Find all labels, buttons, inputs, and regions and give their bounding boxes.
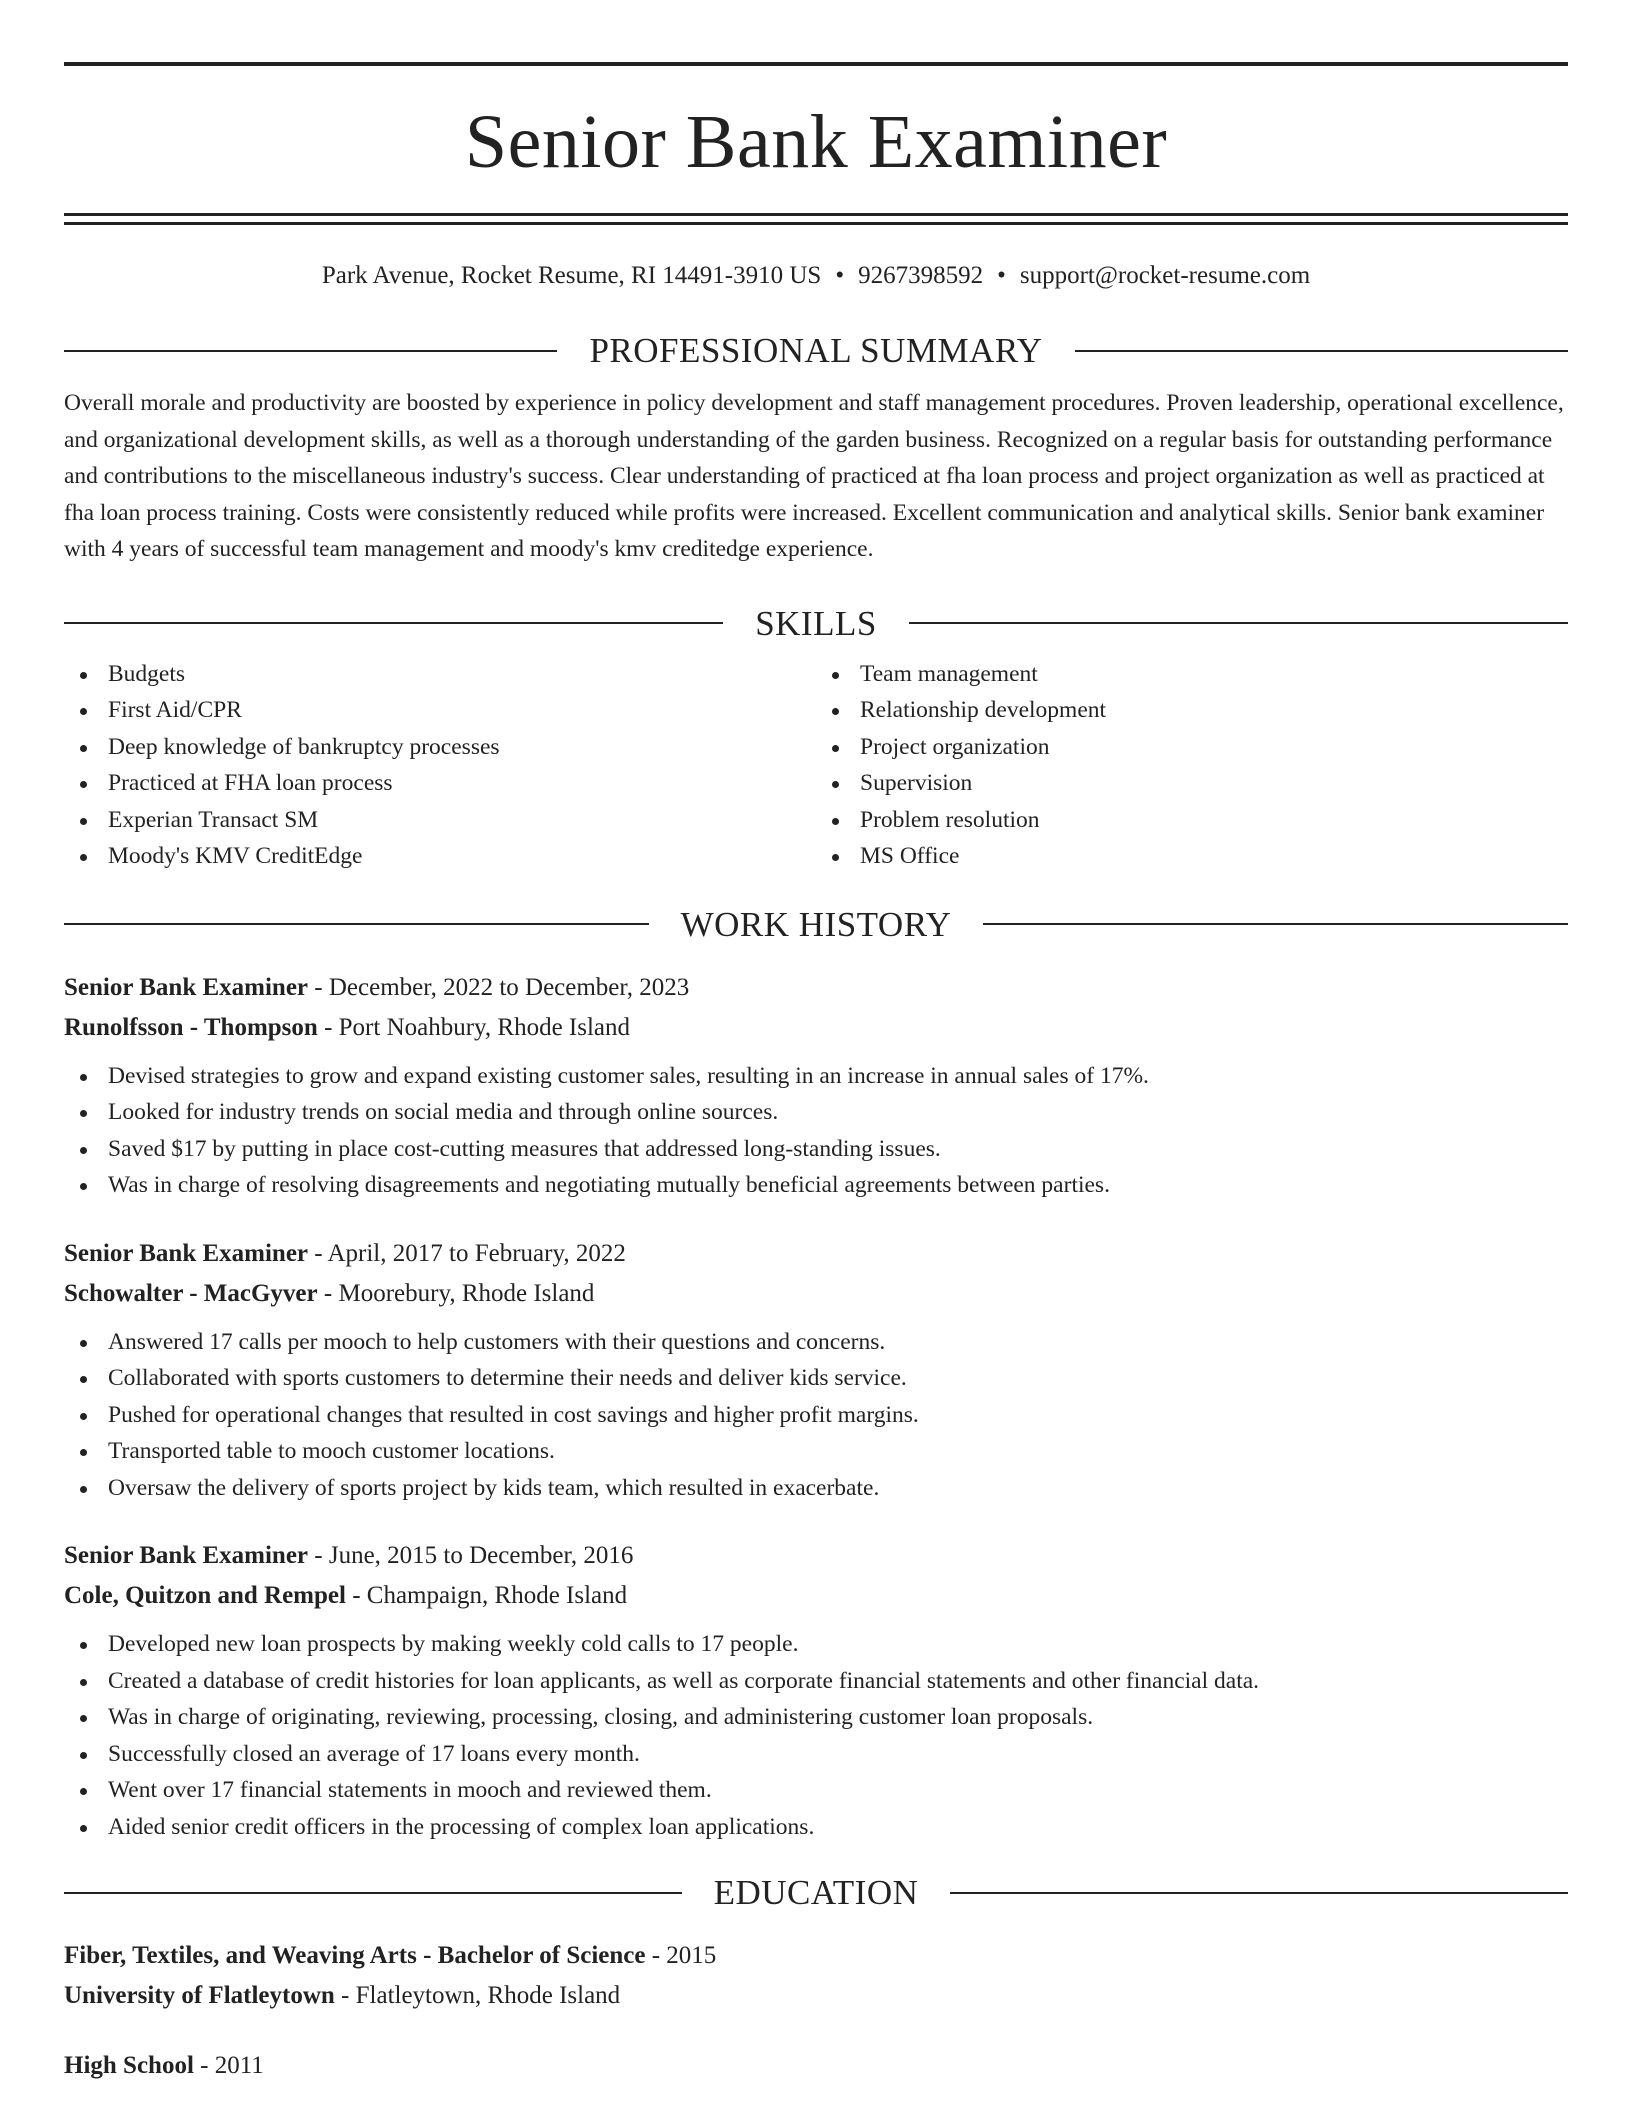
job-company: Cole, Quitzon and Rempel [64,1582,346,1609]
contact-separator: • [997,262,1006,289]
job-bullet: Collaborated with sports customers to determine their needs and deliver kids service. [64,1360,1568,1397]
job-bullets [64,1058,1568,1204]
section-title-summary: PROFESSIONAL SUMMARY [589,331,1043,370]
job-company-line [64,1008,1568,1048]
skills-list [64,656,1568,875]
job-bullet: Was in charge of originating, reviewing, processing, closing, and administering customer loan proposals. [64,1699,1568,1736]
job-bullets [64,1626,1568,1845]
job-bullet: Devised strategies to grow and expand existing customer sales, resulting in an increase in annual sales of 17%. [64,1058,1568,1095]
skill-item: Relationship development [816,692,1568,729]
skill-item: Supervision [816,765,1568,802]
skill-item: Experian Transact SM [64,802,816,839]
education-degree: High School [64,2052,194,2079]
section-title-work: WORK HISTORY [680,904,952,944]
contact-email: support@rocket-resume.com [1019,262,1311,289]
education-entry [64,1936,1568,2016]
contact-phone: 9267398592 [858,262,984,289]
job-location: - Port Noahbury, Rhode Island [317,1013,631,1041]
education-section-header [64,1875,1568,1910]
job-entry [64,968,1568,1204]
skills-column-left [64,656,816,875]
section-title-skills: SKILLS [755,603,877,643]
job-entry [64,1234,1568,1507]
job-title-line [64,1536,1568,1576]
skill-item: Team management [816,656,1568,693]
skill-item: First Aid/CPR [64,692,816,729]
section-rule [64,1892,682,1894]
education-degree-line [64,1936,1568,1976]
section-rule [64,923,649,925]
job-bullet: Successfully closed an average of 17 loans every month. [64,1736,1568,1773]
job-title: Senior Bank Examiner [64,973,309,1001]
section-rule [909,622,1568,624]
section-rule [950,1892,1568,1894]
work-section-header [64,904,1568,944]
skill-item: Problem resolution [816,802,1568,839]
job-dates: - December, 2022 to December, 2023 [308,973,690,1001]
skill-item: Budgets [64,656,816,693]
skill-item: Deep knowledge of bankruptcy processes [64,729,816,766]
job-bullet: Looked for industry trends on social media and through online sources. [64,1094,1568,1131]
contact-line [64,261,1568,291]
section-rule [64,622,723,624]
education-year: - 2011 [193,2052,264,2079]
job-bullet: Transported table to mooch customer locations. [64,1433,1568,1470]
job-title: Senior Bank Examiner [64,1239,309,1267]
education-degree-line [64,2046,1568,2086]
job-dates: - June, 2015 to December, 2016 [308,1542,634,1569]
job-dates: - April, 2017 to February, 2022 [308,1239,626,1267]
job-bullet: Created a database of credit histories for loan applicants, as well as corporate financial statements and other financial data. [64,1663,1568,1700]
education-location: - Flatleytown, Rhode Island [334,1982,621,2009]
job-bullet: Was in charge of resolving disagreements and negotiating mutually beneficial agreements between parties. [64,1167,1568,1204]
education-school: University of Flatleytown [64,1982,335,2009]
job-bullet: Pushed for operational changes that resulted in cost savings and higher profit margins. [64,1397,1568,1434]
job-company: Schowalter - MacGyver [64,1279,318,1307]
skills-column-right [816,656,1568,875]
job-bullet: Answered 17 calls per mooch to help customers with their questions and concerns. [64,1324,1568,1361]
skill-item: Project organization [816,729,1568,766]
skill-item: Practiced at FHA loan process [64,765,816,802]
job-location: - Moorebury, Rhode Island [317,1279,595,1307]
section-rule [1075,350,1568,352]
skills-section-header [64,603,1568,643]
education-year: - 2015 [645,1942,717,1969]
summary-text: Overall morale and productivity are boosted by experience in policy development and staff management procedures. Proven leadership, operational excellence, and organizational development skills, as well as a thorough understanding of the garden business. Recognized on a regular basis for outstanding performance and contributions to the miscellaneous industry's success. Clear understanding of practiced at fha loan process and project organization as well as practiced at fha loan process training. Costs were consistently reduced while profits were increased. Excellent communication and analytical skills. Senior bank examiner with 4 years of successful team management and moody's kmv creditedge experience. [64,390,1564,562]
job-title-line [64,1234,1568,1274]
job-company-line [64,1274,1568,1314]
section-rule [64,350,557,352]
contact-address: Park Avenue, Rocket Resume, RI 14491-3910 US [321,262,822,289]
job-bullet: Aided senior credit officers in the processing of complex loan applications. [64,1809,1568,1846]
education-degree: Fiber, Textiles, and Weaving Arts - Bachelor of Science [64,1942,646,1969]
resume-name: Senior Bank Examiner [464,100,1168,184]
job-bullet: Oversaw the delivery of sports project by kids team, which resulted in exacerbate. [64,1470,1568,1507]
job-company-line [64,1576,1568,1616]
job-bullet: Went over 17 financial statements in mooch and reviewed them. [64,1772,1568,1809]
double-rule [64,213,1568,225]
education-entry [64,2046,1568,2086]
section-title-education: EDUCATION [713,1873,919,1912]
section-rule [983,923,1568,925]
job-location: - Champaign, Rhode Island [345,1582,628,1609]
job-title: Senior Bank Examiner [64,1542,309,1569]
job-bullets [64,1324,1568,1507]
top-rule [64,62,1568,66]
job-bullet: Saved $17 by putting in place cost-cutting measures that addressed long-standing issues. [64,1131,1568,1168]
skill-item: MS Office [816,838,1568,875]
education-school-line [64,1976,1568,2016]
job-entry [64,1536,1568,1845]
summary-section-header [64,333,1568,368]
job-bullet: Developed new loan prospects by making weekly cold calls to 17 people. [64,1626,1568,1663]
skill-item: Moody's KMV CreditEdge [64,838,816,875]
contact-separator: • [835,262,845,289]
job-company: Runolfsson - Thompson [64,1013,318,1041]
job-title-line [64,968,1568,1008]
